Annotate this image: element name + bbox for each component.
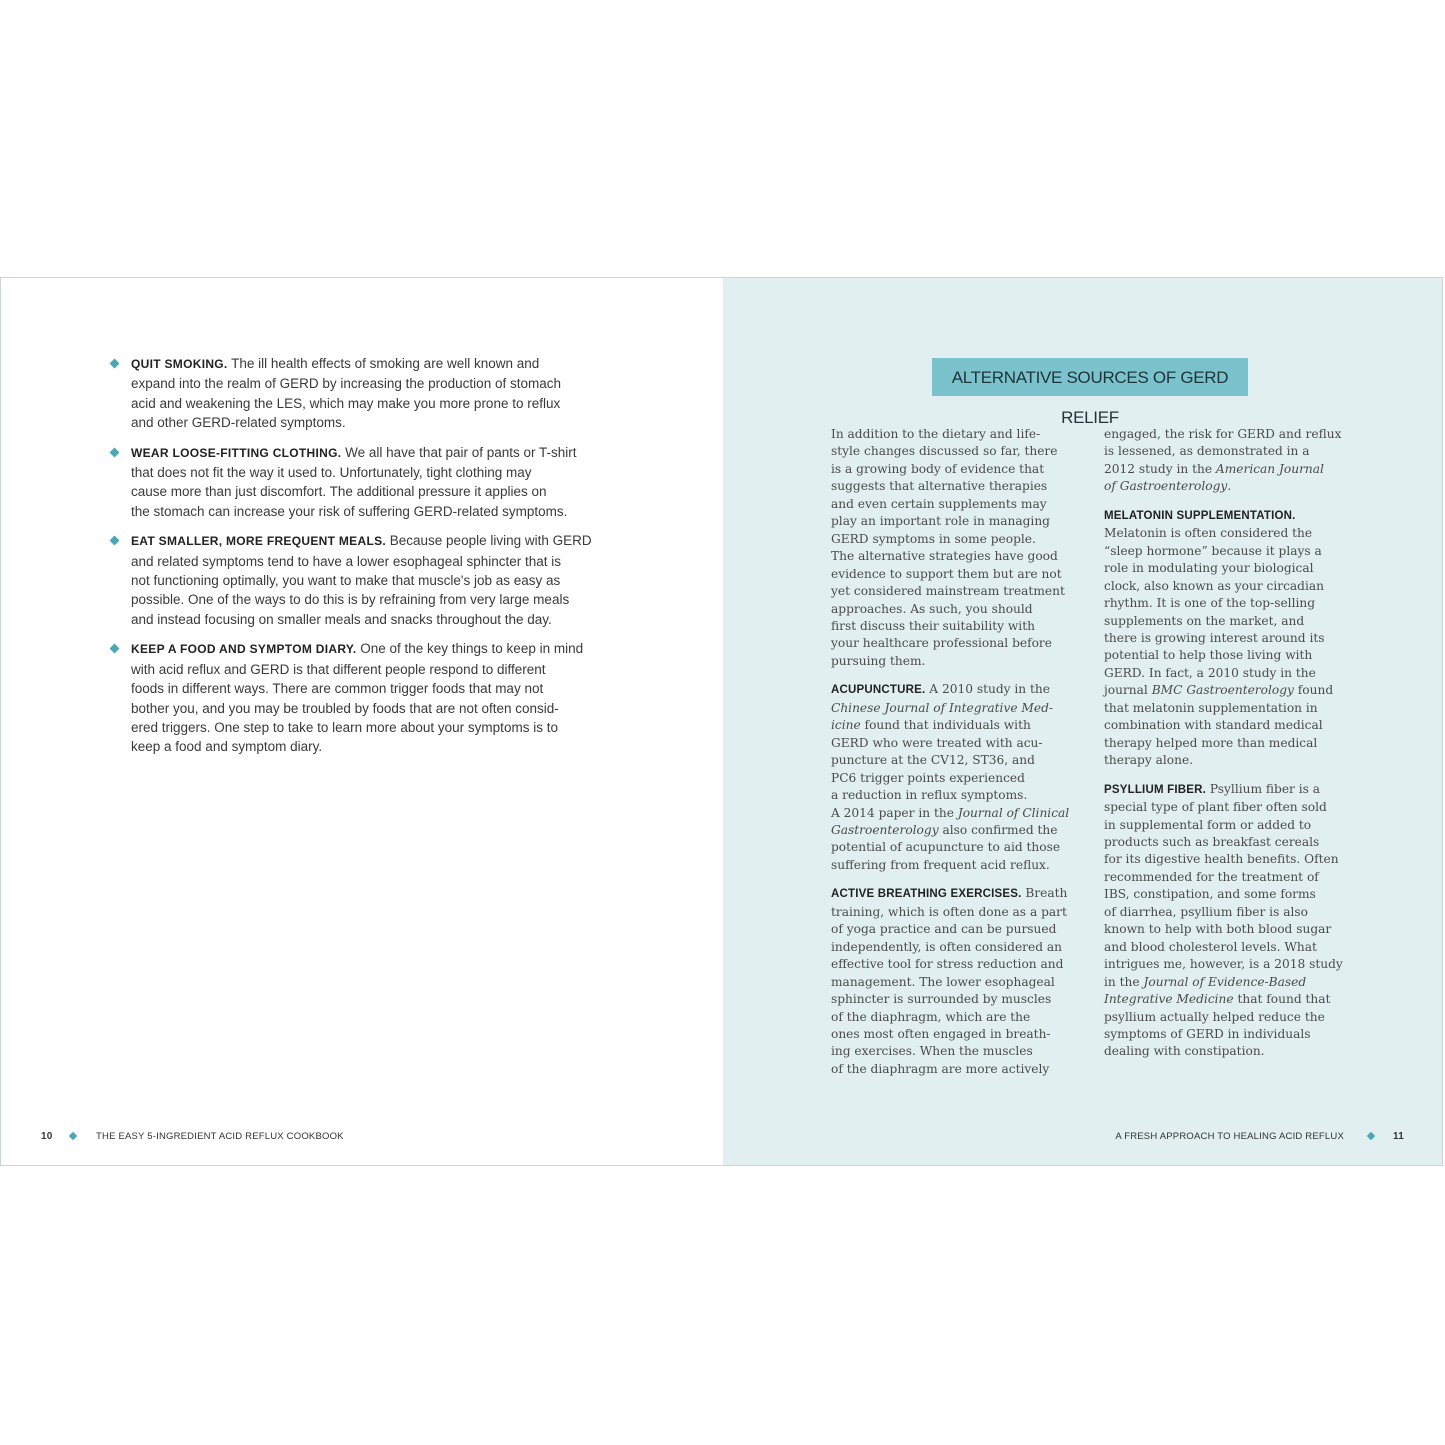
text-line: independently, is often considered an <box>831 939 1063 954</box>
bullet-text: keep a food and symptom diary. <box>131 739 323 755</box>
right-page-sidebar <box>723 278 1442 1165</box>
bullet-text: cause more than just discomfort. The additional pressure it applies on <box>131 484 547 500</box>
bullet-item <box>109 639 621 756</box>
text-line: found <box>1293 683 1334 698</box>
journal-title: Chinese Journal of Integrative Med- <box>831 700 1054 715</box>
left-page <box>1 278 723 1165</box>
bullet-item <box>109 354 621 433</box>
sidebar-title: ALTERNATIVE SOURCES OF GERD RELIEF <box>932 358 1248 396</box>
journal-title: American Journal <box>1215 461 1324 476</box>
text-line: of the diaphragm are more actively <box>831 1061 1050 1076</box>
text-line: that found that <box>1233 992 1331 1007</box>
bullet-text: that does not fit the way it used to. Unfortunately, tight clothing may <box>131 465 532 481</box>
folio-diamond-icon <box>69 1132 77 1140</box>
text-line: style changes discussed so far, there <box>831 444 1058 459</box>
text-line: . <box>1227 479 1232 494</box>
text-line: there is growing interest around its <box>1104 630 1325 645</box>
text-line: role in modulating your biological <box>1104 561 1314 576</box>
bullet-text: not functioning optimally, you want to make that muscle's job as easy as <box>131 573 561 589</box>
text-line: IBS, constipation, and some forms <box>1104 887 1316 902</box>
text-line: therapy alone. <box>1104 753 1194 768</box>
text-line: rhythm. It is one of the top-selling <box>1104 596 1316 611</box>
text-line: suffering from frequent acid reflux. <box>831 857 1050 872</box>
text-line: play an important role in managing <box>831 514 1050 529</box>
bullet-text: expand into the realm of GERD by increasing the production of stomach <box>131 376 561 392</box>
text-line: puncture at the CV12, ST36, and <box>831 753 1035 768</box>
text-line: your healthcare professional before <box>831 636 1052 651</box>
text-line: of diarrhea, psyllium fiber is also <box>1104 904 1308 919</box>
bullet-text: foods in different ways. There are common trigger foods that may not <box>131 681 544 697</box>
text-line: known to help with both blood sugar <box>1104 922 1332 937</box>
text-line: is lessened, as demonstrated in a <box>1104 444 1310 459</box>
text-line: clock, also known as your circadian <box>1104 578 1324 593</box>
text-line: first discuss their suitability with <box>831 618 1035 633</box>
text-line: GERD. In fact, a 2010 study in the <box>1104 665 1316 680</box>
bullet-text: bother you, and you may be troubled by foods that are not often consid- <box>131 700 559 716</box>
text-line: a reduction in reflux symptoms. <box>831 788 1028 803</box>
sidebar-column-right <box>1104 426 1352 1072</box>
melatonin-paragraph <box>1104 507 1352 770</box>
text-line: GERD symptoms in some people. <box>831 531 1036 546</box>
running-head-right: A FRESH APPROACH TO HEALING ACID REFLUX <box>1115 1131 1344 1142</box>
text-line: therapy helped more than medical <box>1104 735 1318 750</box>
text-line: PC6 trigger points experienced <box>831 770 1025 785</box>
text-line: special type of plant fiber often sold <box>1104 800 1327 815</box>
text-line: supplements on the market, and <box>1104 613 1305 628</box>
bullet-list <box>109 354 621 767</box>
journal-title: Integrative Medicine <box>1104 992 1234 1007</box>
text-line: is a growing body of evidence that <box>831 461 1045 476</box>
page-number-right: 11 <box>1393 1131 1404 1142</box>
text-line: effective tool for stress reduction and <box>831 957 1064 972</box>
bullet-lead: WEAR LOOSE-FITTING CLOTHING. <box>131 445 342 460</box>
text-line: also confirmed the <box>938 822 1058 837</box>
text-line: dealing with constipation. <box>1104 1044 1265 1059</box>
text-line: potential to help those living with <box>1104 648 1313 663</box>
bullet-text: ered triggers. One step to take to learn more about your symptoms is to <box>131 719 558 735</box>
journal-title: icine <box>831 718 861 733</box>
book-spread <box>0 277 1443 1166</box>
text-line: training, which is often done as a part <box>831 904 1067 919</box>
text-line: Melatonin is often considered the <box>1104 526 1313 541</box>
text-line: of yoga practice and can be pursued <box>831 922 1057 937</box>
running-head-left: THE EASY 5-INGREDIENT ACID REFLUX COOKBOOK <box>96 1131 344 1142</box>
journal-title: Journal of Evidence-Based <box>1143 974 1307 989</box>
diamond-bullet-icon <box>110 359 120 369</box>
bullet-lead: QUIT SMOKING. <box>131 357 228 371</box>
text-line: Psyllium fiber is a <box>1206 781 1321 796</box>
text-line: and blood cholesterol levels. What <box>1104 939 1317 954</box>
breathing-paragraph <box>831 885 1079 1078</box>
text-line: engaged, the risk for GERD and reflux <box>1104 427 1342 441</box>
folio-diamond-icon <box>1367 1132 1375 1140</box>
text-line: 2012 study in the <box>1104 461 1216 476</box>
text-line: ones most often engaged in breath- <box>831 1026 1051 1041</box>
text-line: and even certain supplements may <box>831 496 1047 511</box>
text-line: management. The lower esophageal <box>831 974 1055 989</box>
text-line: yet considered mainstream treatment <box>831 584 1065 599</box>
text-line: for its digestive health benefits. Often <box>1104 852 1339 867</box>
text-line: in the <box>1104 974 1144 989</box>
text-line: recommended for the treatment of <box>1104 869 1319 884</box>
bullet-text: the stomach can increase your risk of suffering GERD-related symptoms. <box>131 503 568 519</box>
text-line: products such as breakfast cereals <box>1104 834 1320 849</box>
text-line: GERD who were treated with acu- <box>831 735 1043 750</box>
text-line: intrigues me, however, is a 2018 study <box>1104 957 1343 972</box>
text-line: of the diaphragm, which are the <box>831 1009 1031 1024</box>
acupuncture-paragraph <box>831 681 1079 874</box>
bullet-item <box>109 531 621 629</box>
text-line: journal <box>1104 683 1152 698</box>
text-line: sphincter is surrounded by muscles <box>831 992 1052 1007</box>
breathing-heading: ACTIVE BREATHING EXERCISES. <box>831 888 1022 901</box>
text-line: In addition to the dietary and life- <box>831 427 1041 441</box>
continued-paragraph <box>1104 426 1352 496</box>
sidebar-column-left <box>831 426 1079 1089</box>
text-line: A 2010 study in the <box>925 682 1050 697</box>
text-line: combination with standard medical <box>1104 718 1323 733</box>
text-line: “sleep hormone” because it plays a <box>1104 543 1322 558</box>
diamond-bullet-icon <box>110 447 120 457</box>
text-line: that melatonin supplementation in <box>1104 700 1318 715</box>
bullet-text: with acid reflux and GERD is that different people respond to different <box>131 661 546 677</box>
text-line <box>1104 682 1352 699</box>
text-line <box>1104 974 1352 991</box>
text-line: ing exercises. When the muscles <box>831 1044 1033 1059</box>
text-line: symptoms of GERD in individuals <box>1104 1026 1311 1041</box>
bullet-text: possible. One of the ways to do this is by refraining from very large meals <box>131 592 570 608</box>
bullet-item <box>109 443 621 522</box>
bullet-text: and other GERD-related symptoms. <box>131 415 346 431</box>
melatonin-heading: MELATONIN SUPPLEMENTATION. <box>1104 509 1296 522</box>
text-line: pursuing them. <box>831 653 926 668</box>
text-line: suggests that alternative therapies <box>831 479 1048 494</box>
bullet-text: Because people living with GERD <box>386 533 592 549</box>
text-line: approaches. As such, you should <box>831 601 1033 616</box>
text-line: potential of acupuncture to aid those <box>831 840 1061 855</box>
bullet-text: and instead focusing on smaller meals and snacks throughout the day. <box>131 611 552 627</box>
bullet-text: acid and weakening the LES, which may make you more prone to reflux <box>131 395 561 411</box>
bullet-lead: KEEP A FOOD AND SYMPTOM DIARY. <box>131 642 357 657</box>
diamond-bullet-icon <box>110 644 120 654</box>
psyllium-heading: PSYLLIUM FIBER. <box>1104 783 1207 796</box>
text-line: evidence to support them but are not <box>831 566 1062 581</box>
text-line: found that individuals with <box>860 718 1031 733</box>
page-number-left: 10 <box>41 1131 53 1142</box>
journal-title: Journal of Clinical <box>957 805 1070 820</box>
diamond-bullet-icon <box>110 536 120 546</box>
bullet-lead: EAT SMALLER, MORE FREQUENT MEALS. <box>131 534 387 549</box>
text-line: psyllium actually helped reduce the <box>1104 1009 1325 1024</box>
text-line: in supplemental form or added to <box>1104 817 1312 832</box>
bullet-text: One of the key things to keep in mind <box>356 641 584 657</box>
bullet-text: The ill health effects of smoking are well known and <box>227 356 540 371</box>
text-line: Breath <box>1021 886 1068 901</box>
bullet-text: We all have that pair of pants or T-shirt <box>341 444 577 460</box>
journal-title: of Gastroenterology <box>1104 479 1228 494</box>
journal-title: BMC Gastroenterology <box>1151 683 1294 698</box>
text-line: A 2014 paper in the <box>831 805 958 820</box>
bullet-text: and related symptoms tend to have a lower esophageal sphincter that is <box>131 553 562 569</box>
text-line: The alternative strategies have good <box>831 549 1058 564</box>
acupuncture-heading: ACUPUNCTURE. <box>831 684 926 697</box>
text-line <box>1104 991 1352 1008</box>
psyllium-paragraph <box>1104 781 1352 1061</box>
journal-title: Gastroenterology <box>831 822 939 837</box>
intro-paragraph <box>831 426 1079 670</box>
